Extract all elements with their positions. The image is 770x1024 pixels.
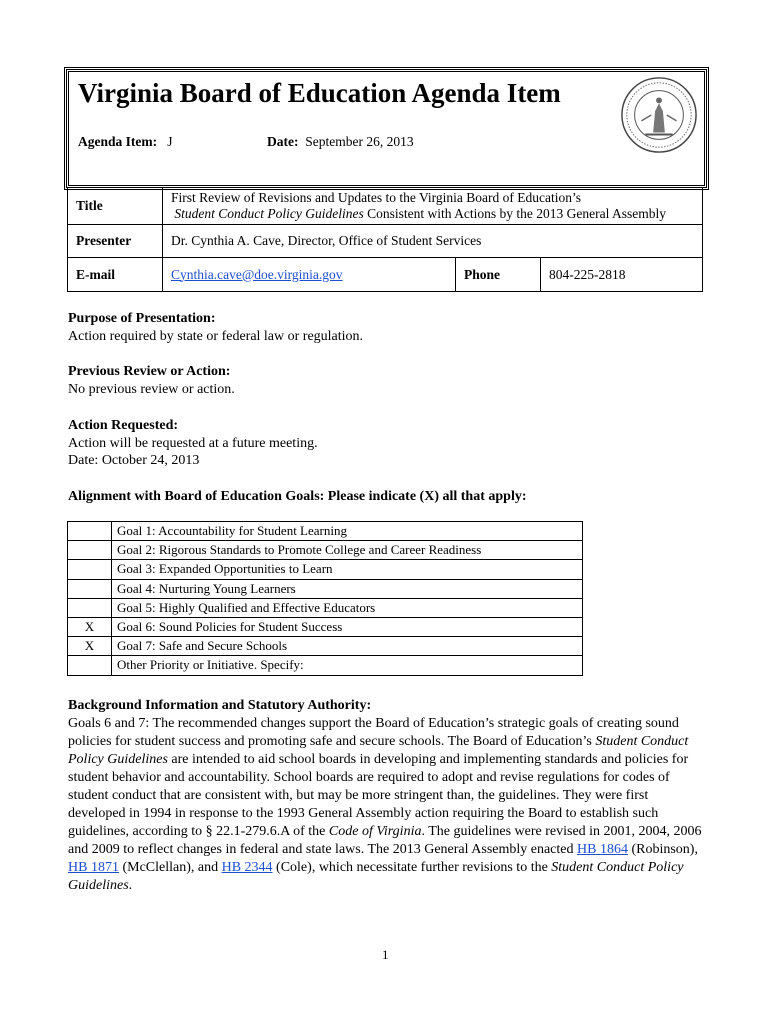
goal-mark xyxy=(68,656,112,675)
goal-mark xyxy=(68,541,112,560)
goal-label: Goal 3: Expanded Opportunities to Learn xyxy=(112,560,583,579)
goal-label: Goal 7: Safe and Secure Schools xyxy=(112,637,583,656)
background-paragraph xyxy=(68,715,708,895)
goal-mark xyxy=(68,560,112,579)
email-link[interactable]: Cynthia.cave@doe.virginia.gov xyxy=(171,266,343,282)
header-box xyxy=(66,69,707,188)
previous-section xyxy=(68,363,235,398)
goal-row xyxy=(68,522,583,541)
goal-row xyxy=(68,541,583,560)
goal-label: Goal 4: Nurturing Young Learners xyxy=(112,579,583,598)
agenda-item-label: Agenda Item: xyxy=(78,134,158,149)
hb-2344-link[interactable]: HB 2344 xyxy=(221,860,273,875)
title-row xyxy=(68,188,703,225)
title-label: Title xyxy=(68,188,163,225)
goal-row xyxy=(68,560,583,579)
goal-label: Other Priority or Initiative. Specify: xyxy=(112,656,583,675)
goal-label: Goal 2: Rigorous Standards to Promote College and Career Readiness xyxy=(112,541,583,560)
alignment-heading: Alignment with Board of Education Goals: Please indicate (X) all that apply: xyxy=(68,489,527,504)
bg-text-3: . The guidelines were revised in 2001, 2004, 2006 and 2009 to reflect changes in federal and state laws. The 2013 General Assembly enacted xyxy=(68,824,702,857)
hb-1864-link[interactable]: HB 1864 xyxy=(577,842,628,857)
goal-mark xyxy=(68,522,112,541)
goal-label: Goal 1: Accountability for Student Learning xyxy=(112,522,583,541)
goal-mark: X xyxy=(68,637,112,656)
info-table xyxy=(67,187,703,292)
agenda-date xyxy=(267,134,414,150)
phone-label: Phone xyxy=(456,258,541,292)
title-italic: Student Conduct Policy Guidelines xyxy=(174,206,364,221)
phone-value: 804-225-2818 xyxy=(541,258,703,292)
date-label: Date: xyxy=(267,134,299,149)
purpose-text: Action required by state or federal law or regulation. xyxy=(68,328,364,344)
purpose-heading: Purpose of Presentation: xyxy=(68,311,216,326)
email-row xyxy=(68,258,703,292)
goal-row xyxy=(68,656,583,675)
bg-text-2: are intended to aid school boards in developing and implementing standards and policies for student behavior and accountability. School boards are required to adopt and revise regulations for codes of student conduct that are consistent with, but may be more stringent than, the guidelines. They were first developed in 1994 in response to the 1993 General Assembly action requiring the Board to establish such guidelines, according to § 22.1-279.6.A of the xyxy=(68,752,689,839)
title-line2: Consistent with Actions by the 2013 General Assembly xyxy=(363,206,666,221)
action-text: Action will be requested at a future meeting. xyxy=(68,435,318,451)
goal-mark: X xyxy=(68,617,112,636)
agenda-item-value: J xyxy=(167,134,173,149)
bg-text-5: (McClellan), and xyxy=(118,860,222,875)
goal-row xyxy=(68,598,583,617)
goal-mark xyxy=(68,598,112,617)
bg-text-6: (Cole), which necessitate further revisions to the xyxy=(272,860,552,875)
page-title: Virginia Board of Education Agenda Item xyxy=(78,78,561,108)
agenda-item xyxy=(78,134,173,150)
bg-italic-3: Student Conduct Policy Guidelines xyxy=(68,860,684,893)
background-heading: Background Information and Statutory Authority: xyxy=(68,698,372,713)
action-heading: Action Requested: xyxy=(68,418,179,433)
goals-table xyxy=(67,521,583,676)
bg-italic-2: Code of Virginia xyxy=(328,824,422,839)
hb-1871-link[interactable]: HB 1871 xyxy=(68,860,119,875)
date-value: September 26, 2013 xyxy=(305,134,414,149)
presenter-label: Presenter xyxy=(68,225,163,258)
action-section xyxy=(68,417,318,470)
background-section xyxy=(68,697,708,895)
bg-text-4: (Robinson), xyxy=(627,842,698,857)
goal-row xyxy=(68,637,583,656)
alignment-section xyxy=(68,488,527,506)
goal-label: Goal 6: Sound Policies for Student Success xyxy=(112,617,583,636)
presenter-row xyxy=(68,225,703,258)
presenter-value: Dr. Cynthia A. Cave, Director, Office of Student Services xyxy=(163,225,703,258)
action-date: Date: October 24, 2013 xyxy=(68,453,200,468)
title-value xyxy=(163,188,703,225)
email-cell xyxy=(163,258,456,292)
purpose-section xyxy=(68,310,363,345)
goal-mark xyxy=(68,579,112,598)
bg-italic-1: Student Conduct Policy Guidelines xyxy=(68,734,689,767)
goal-row xyxy=(68,617,583,636)
goal-label: Goal 5: Highly Qualified and Effective Educators xyxy=(112,598,583,617)
bg-text-end: . xyxy=(128,878,133,893)
page-number: 1 xyxy=(382,947,389,962)
goal-row xyxy=(68,579,583,598)
previous-text: No previous review or action. xyxy=(68,381,235,397)
bg-text-1: Goals 6 and 7: The recommended changes support the Board of Education’s strategic goals of creating sound policies for student success and promoting safe and secure schools. The Board of Education’s xyxy=(68,716,679,749)
title-line1: First Review of Revisions and Updates to the Virginia Board of Education’s xyxy=(171,190,582,205)
email-label: E-mail xyxy=(68,258,163,292)
virginia-seal-icon xyxy=(620,76,698,154)
previous-heading: Previous Review or Action: xyxy=(68,364,231,379)
